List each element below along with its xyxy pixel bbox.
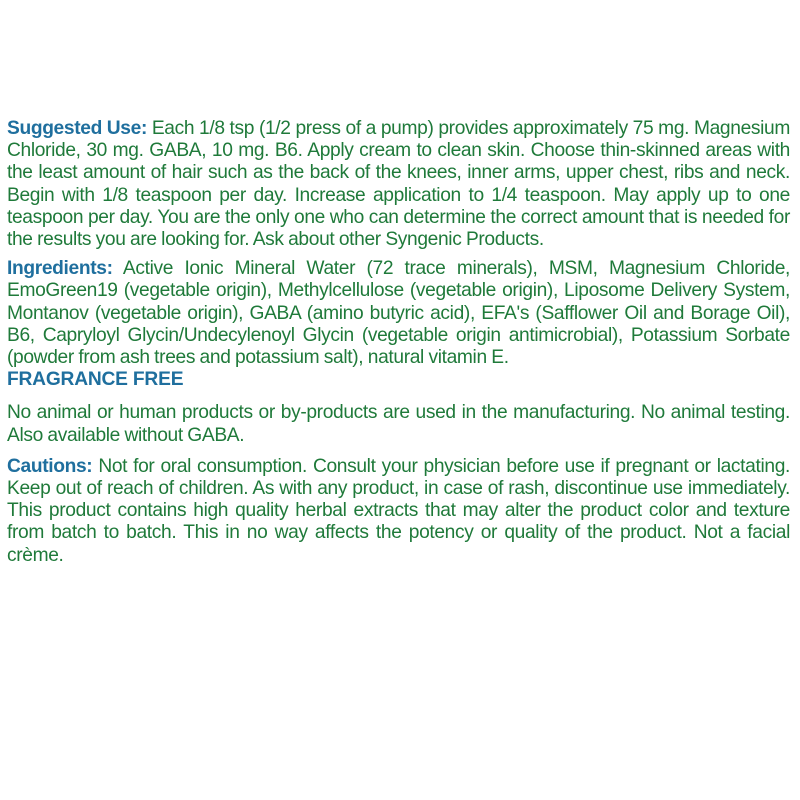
cautions-heading: Cautions: [7,455,93,477]
no-animal-statement: No animal or human products or by-products are used in the manufacturing. No animal testing. Also available without GABA. [7,402,790,446]
suggested-use-heading: Suggested Use: [7,118,147,139]
ingredients-heading: Ingredients: [7,258,113,280]
ingredients-section [7,258,790,369]
ingredients-text: Active Ionic Mineral Water (72 trace minerals), MSM, Magnesium Chloride, EmoGreen19 (vegetable origin), Methylcellulose (vegetable origin), Liposome Delivery System, Montanov (vegetable origin), GABA (amino butyric acid), EFA's (Safflower Oil and Borage Oil), B6, Capryloyl Glycin/Undecylenoyl Glycin (vegetable origin antimicrobial), Potassium Sorbate (powder from ash trees and potassium salt), natural vitamin E. [7,258,791,369]
fragrance-free-heading: FRAGRANCE FREE [7,369,184,391]
suggested-use-section [7,118,790,251]
suggested-use-text: Each 1/8 tsp (1/2 press of a pump) provides approximately 75 mg. Magnesium Chloride, 30 mg. GABA, 10 mg. B6. Apply cream to clean skin. Choose thin-skinned areas with the least amount of hair such as the back of the knees, inner arms, upper chest, ribs and neck. Begin with 1/8 teaspoon per day. Increase application to 1/4 teaspoon. May apply up to one teaspoon per day. You are the only one who can determine the correct amount that is needed for the results you are looking for. Ask about other Syngenic Products. [7,118,791,251]
cautions-section [7,456,790,567]
product-label-panel [7,118,790,567]
cautions-text: Not for oral consumption. Consult your physician before use if pregnant or lactating. Keep out of reach of children. As with any product, in case of rash, discontinue use immediately. This product contains high quality herbal extracts that may alter the product color and texture from batch to batch. This in no way affects the potency or quality of the product. Not a facial crème. [7,455,790,566]
